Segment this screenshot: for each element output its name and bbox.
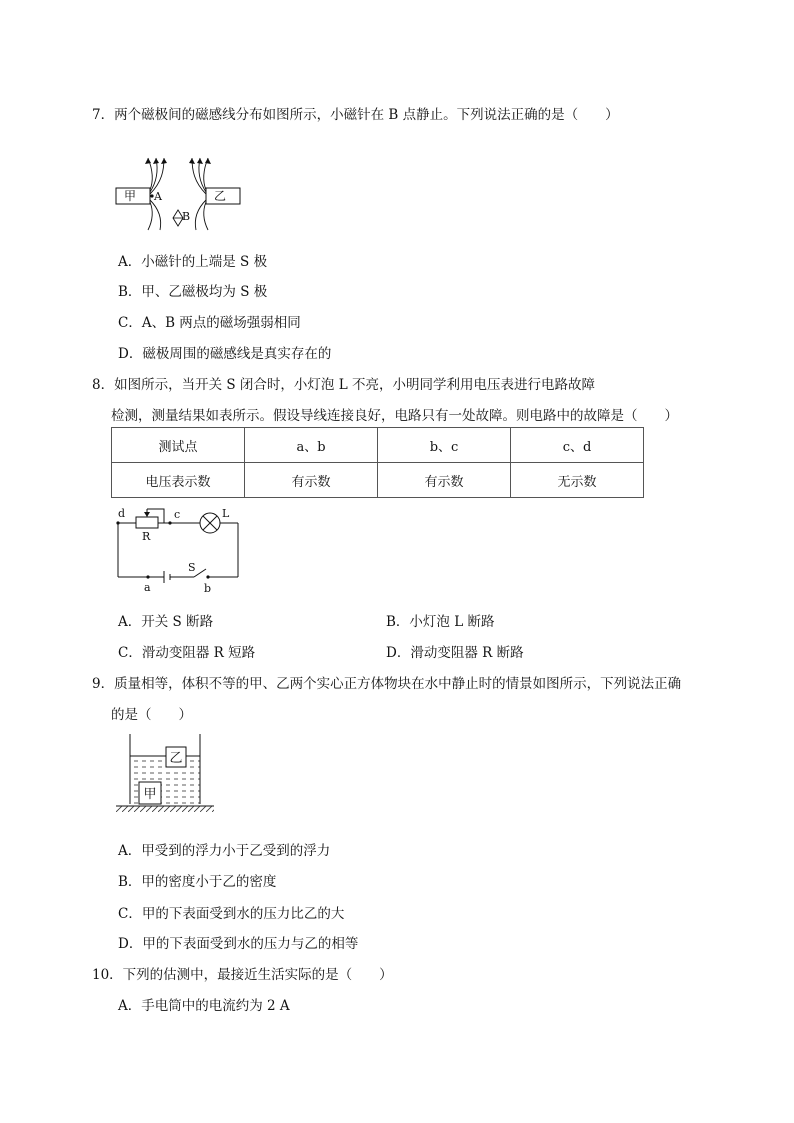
q9-option-a: A．甲受到的浮力小于乙受到的浮力 [118, 843, 331, 859]
table-row [112, 463, 644, 498]
q10-option-a: A．手电筒中的电流约为 2 A [118, 998, 290, 1014]
question-7-stem: 7．两个磁极间的磁感线分布如图所示，小磁针在 B 点静止。下列说法正确的是（ ） [92, 107, 619, 123]
question-10-stem: 10．下列的估测中，最接近生活实际的是（ ） [92, 967, 393, 983]
table-cell: 有示数 [378, 463, 511, 498]
table-cell: 无示数 [511, 463, 644, 498]
node-b-label: b [204, 582, 212, 595]
question-9-stem-line2: 的是（ ） [111, 707, 192, 723]
question-8-stem-line2: 检测，测量结果如表所示。假设导线连接良好，电路只有一处故障。则电路中的故障是（ ） [111, 408, 678, 424]
circuit-diagram [108, 505, 248, 600]
q7-option-a: A．小磁针的上端是 S 极 [118, 254, 268, 270]
point-a-label: A [154, 190, 162, 203]
q7-option-b: B．甲、乙磁极均为 S 极 [118, 284, 268, 300]
table-cell: c、d [511, 428, 644, 463]
magnet-field-figure [110, 150, 250, 232]
resistor-r-label: R [142, 530, 151, 543]
point-b-label: B [182, 210, 191, 223]
q8-option-c: C．滑动变阻器 R 短路 [118, 645, 256, 661]
q8-option-a: A．开关 S 断路 [118, 614, 214, 630]
question-8-stem-line1: 8．如图所示，当开关 S 闭合时，小灯泡 L 不亮，小明同学利用电压表进行电路故障 [92, 377, 595, 393]
q9-option-d: D．甲的下表面受到水的压力与乙的相等 [118, 936, 359, 952]
switch-s-label: S [188, 561, 196, 574]
table-cell: a、b [245, 428, 378, 463]
node-d-label: d [118, 507, 126, 520]
table-cell: 测试点 [112, 428, 245, 463]
table-cell: 有示数 [245, 463, 378, 498]
pole-yi-label: 乙 [213, 189, 227, 203]
q8-option-b: B．小灯泡 L 断路 [386, 614, 495, 630]
voltage-measurement-table [111, 427, 644, 498]
question-9-stem-line1: 9．质量相等，体积不等的甲、乙两个实心正方体物块在水中静止时的情景如图所示，下列说法正确 [92, 676, 682, 692]
node-c-label: c [174, 508, 181, 521]
table-cell: 电压表示数 [112, 463, 245, 498]
block-jia-label: 甲 [143, 787, 157, 802]
lamp-l-label: L [222, 507, 230, 520]
node-a-label: a [144, 581, 151, 594]
q8-option-d: D．滑动变阻器 R 断路 [386, 645, 524, 661]
table-header-row [112, 428, 644, 463]
water-container-figure [110, 734, 220, 818]
pole-jia-label: 甲 [123, 189, 137, 203]
q7-option-d: D．磁极周围的磁感线是真实存在的 [118, 346, 332, 362]
block-yi-label: 乙 [169, 751, 183, 766]
q9-option-c: C．甲的下表面受到水的压力比乙的大 [118, 906, 345, 922]
q7-option-c: C．A、B 两点的磁场强弱相同 [118, 315, 301, 331]
table-cell: b、c [378, 428, 511, 463]
q9-option-b: B．甲的密度小于乙的密度 [118, 874, 277, 890]
